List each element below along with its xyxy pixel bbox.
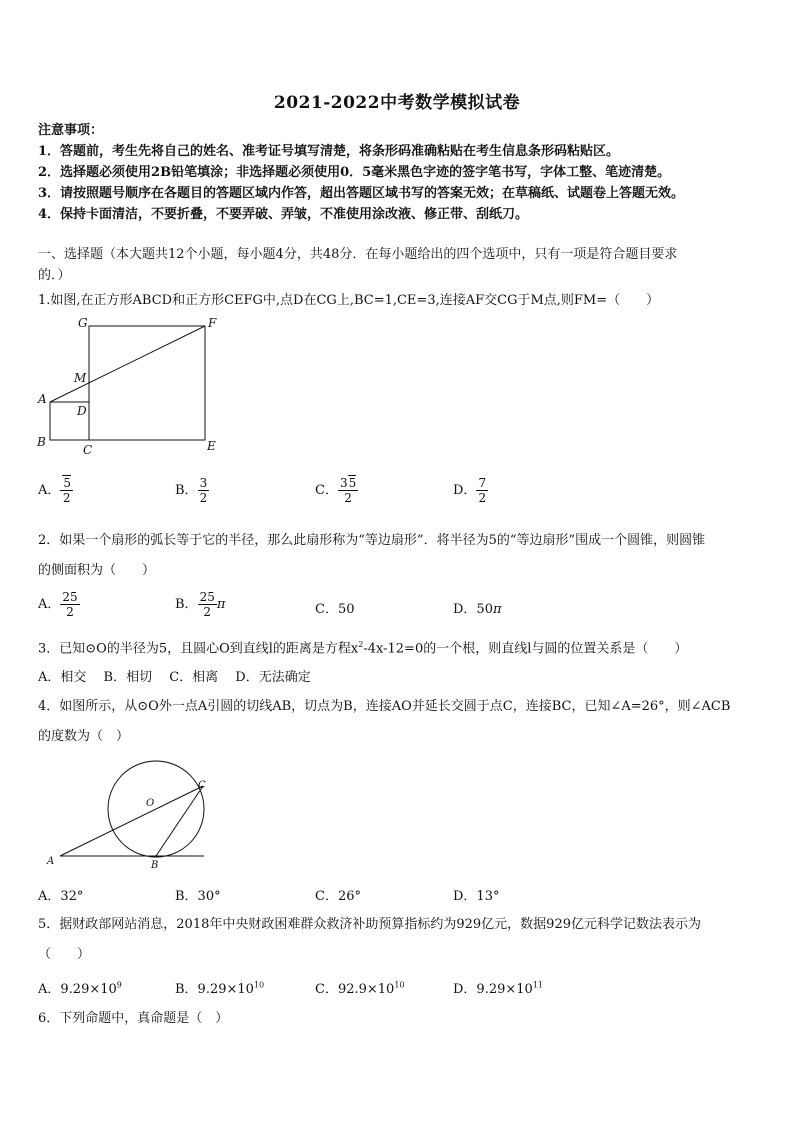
sqrt-5: 5 bbox=[63, 476, 72, 490]
label-m: M bbox=[74, 371, 87, 385]
notice-item-2: 2．选择题必须使用2B铅笔填涂；非选择题必须使用0．5毫米黑色字迹的签字笔书写，字体工整、笔迹清楚。 bbox=[38, 165, 671, 180]
q3-stem: 3．已知⊙O的半径为5，且圆心O到直线l的距离是方程$x^2-4x-12=0$的一个根，则直线l与圆的位置关系是（ ） bbox=[38, 640, 688, 657]
q2-option-a[interactable]: A． $\frac{25}{2}$ bbox=[38, 590, 78, 619]
page-title: 2021-2022中考数学模拟试卷 bbox=[273, 93, 521, 113]
label-d: D bbox=[77, 404, 87, 418]
segment-af bbox=[50, 326, 205, 402]
notice-heading: 注意事项： bbox=[38, 123, 104, 138]
q1-option-d[interactable]: D． $\frac{7}{2}$ bbox=[453, 476, 487, 505]
label-c: C bbox=[198, 780, 206, 791]
segment-ac bbox=[60, 786, 203, 856]
q6-stem: 6．下列命题中，真命题是（ ） bbox=[38, 1011, 229, 1026]
label-c: C bbox=[83, 443, 93, 457]
q4-option-c[interactable]: C．26° bbox=[315, 889, 361, 904]
q5-option-d[interactable]: D．$9.29\times 10^{11}$ bbox=[453, 980, 543, 997]
label-a: A bbox=[38, 392, 47, 406]
label-g: G bbox=[78, 316, 88, 330]
q4-option-a[interactable]: A．32° bbox=[38, 889, 84, 904]
label-b: B bbox=[37, 435, 46, 449]
q2-stem-line1: 2．如果一个扇形的弧长等于它的半径，那么此扇形称为“等边扇形”．将半径为5的“等边扇形”围成一个圆锥，则圆锥 bbox=[38, 533, 706, 548]
q4-figure bbox=[40, 752, 220, 874]
notice-item-3: 3．请按照题号顺序在各题目的答题区域内作答，超出答题区域书写的答案无效；在草稿纸、试题卷上答题无效。 bbox=[38, 186, 685, 201]
notice-item-4: 4．保持卡面清洁，不要折叠，不要弄破、弄皱，不准使用涂改液、修正带、刮纸刀。 bbox=[38, 207, 529, 222]
notice-item-1: 1．答题前，考生先将自己的姓名、准考证号填写清楚，将条形码准确粘贴在考生信息条形码粘贴区。 bbox=[38, 144, 620, 159]
segment-bc bbox=[156, 786, 203, 856]
q2-option-c[interactable]: C．50 bbox=[315, 602, 355, 617]
q2-option-d[interactable]: D．50π bbox=[453, 602, 502, 617]
q2-option-b[interactable]: B． $\frac{25}{2}$ π bbox=[175, 590, 226, 619]
q4-stem-line2: 的度数为（ ） bbox=[38, 729, 130, 744]
label-o: O bbox=[146, 798, 155, 809]
q3-options[interactable]: A．相交 B．相切 C．相离 D．无法确定 bbox=[38, 670, 311, 685]
section-heading-line2: 的．） bbox=[38, 268, 71, 283]
q5-option-b[interactable]: B．$9.29\times 10^{10}$ bbox=[175, 980, 265, 997]
q1-option-a[interactable]: A． $\frac{5}{2}$ bbox=[38, 476, 72, 505]
q5-option-a[interactable]: A．$9.29\times 10^9$ bbox=[38, 980, 122, 997]
label-f: F bbox=[208, 316, 217, 330]
q4-option-d[interactable]: D．13° bbox=[453, 889, 500, 904]
section-heading-line1: 一、选择题（本大题共12个小题，每小题4分，共48分．在每小题给出的四个选项中，只有一项是符合题目要求 bbox=[38, 247, 678, 262]
label-a: A bbox=[47, 856, 55, 867]
q1-stem: 1.如图,在正方形ABCD和正方形CEFG中,点D在CG上,BC=1,CE=3,连接AF交CG于M点,则FM=（ ） bbox=[38, 293, 660, 308]
q1-figure bbox=[30, 312, 230, 462]
q5-stem-line1: 5．据财政部网站消息，2018年中央财政困难群众救济补助预算指标约为929亿元，数据929亿元科学记数法表示为 bbox=[38, 917, 701, 932]
label-b: B bbox=[151, 860, 159, 871]
label-e: E bbox=[207, 439, 216, 453]
q5-option-c[interactable]: C．$92.9\times 10^{10}$ bbox=[315, 980, 405, 997]
q1-option-c[interactable]: C． $\frac{35}{2}$ bbox=[315, 476, 357, 505]
q1-option-b[interactable]: B． $\frac{3}{2}$ bbox=[175, 476, 208, 505]
q5-stem-line2: （ ） bbox=[38, 947, 91, 962]
square-cefg bbox=[89, 326, 205, 440]
q4-option-b[interactable]: B．30° bbox=[175, 889, 221, 904]
q2-stem-line2: 的侧面积为（ ） bbox=[38, 563, 156, 578]
q4-stem-line1: 4．如图所示，从⊙O外一点A引圆的切线AB，切点为B，连接AO并延长交圆于点C，连接BC，已知∠A=26°，则∠ACB bbox=[38, 699, 731, 714]
